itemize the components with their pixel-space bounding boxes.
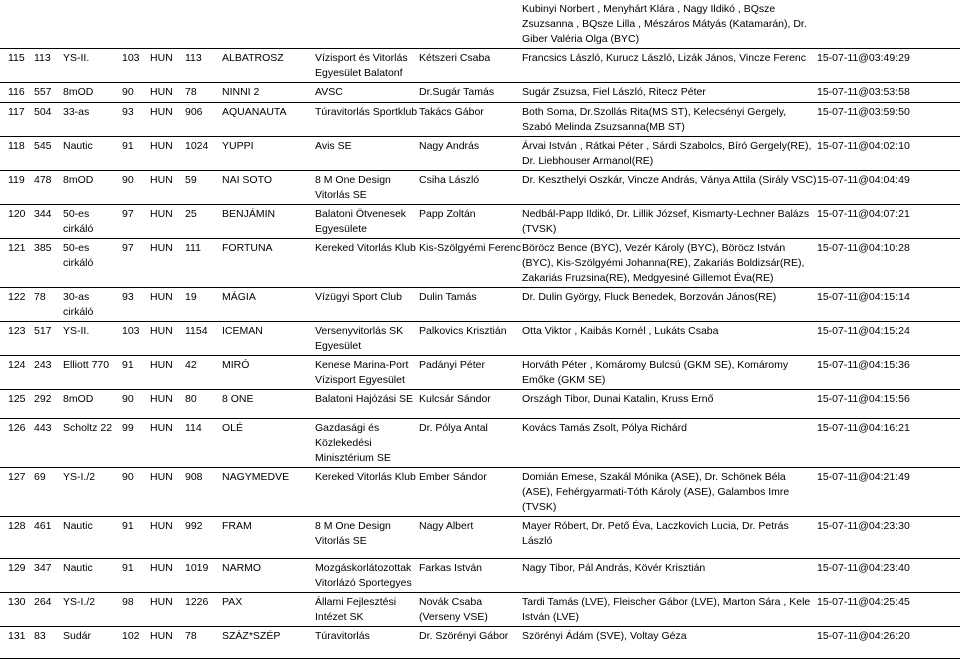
nation-cell: HUN: [150, 205, 185, 239]
sail-number-cell: 19: [185, 288, 222, 322]
crew-cell: Otta Viktor , Kaibás Kornél , Lukáts Csaba: [522, 322, 817, 356]
finish-time-cell: 15-07-11@04:15:24: [817, 322, 960, 356]
crew-cell: Dr. Dulin György, Fluck Benedek, Borzován János(RE): [522, 288, 817, 322]
start-number-cell: 517: [34, 322, 63, 356]
finish-time-cell: 15-07-11@04:04:49: [817, 171, 960, 205]
club-cell: Balatoni Ötvenesek Egyesülete: [315, 205, 419, 239]
place-cell: 127: [0, 468, 34, 517]
nation-cell: HUN: [150, 288, 185, 322]
nation-cell: HUN: [150, 356, 185, 390]
skipper-cell: Papp Zoltán: [419, 205, 522, 239]
club-cell: Gazdasági és Közlekedési Minisztérium SE: [315, 419, 419, 468]
class-cell: 50-es cirkáló: [63, 239, 122, 288]
sail-number-cell: 78: [185, 627, 222, 659]
crew-cell: Országh Tibor, Dunai Katalin, Kruss Ernő: [522, 390, 817, 419]
table-row: [0, 468, 960, 517]
sail-number-cell: 906: [185, 103, 222, 137]
skipper-cell: Dulin Tamás: [419, 288, 522, 322]
sail-number-cell: 1226: [185, 593, 222, 627]
class-cell: YS-II.: [63, 322, 122, 356]
boat-name-cell: PAX: [222, 593, 315, 627]
start-number-cell: 344: [34, 205, 63, 239]
boat-name-cell: 8 ONE: [222, 390, 315, 419]
place-cell: 115: [0, 49, 34, 83]
finish-time-cell: 15-07-11@03:59:50: [817, 103, 960, 137]
place-cell: 119: [0, 171, 34, 205]
crew-cell: Dr. Keszthelyi Oszkár, Vincze András, Ványa Attila (Sirály VSC): [522, 171, 817, 205]
yardstick-cell: 90: [122, 83, 150, 103]
finish-time-cell: 15-07-11@04:02:10: [817, 137, 960, 171]
nation-cell: HUN: [150, 390, 185, 419]
club-cell: Balatoni Hajózási SE: [315, 390, 419, 419]
start-number-cell: 292: [34, 390, 63, 419]
boat-name-cell: ICEMAN: [222, 322, 315, 356]
finish-time-cell: 15-07-11@04:10:28: [817, 239, 960, 288]
club-cell: Kenese Marina-Port Vízisport Egyesület: [315, 356, 419, 390]
table-row: [0, 517, 960, 559]
skipper-cell: Kis-Szölgyémi Ferenc: [419, 239, 522, 288]
place-cell: 126: [0, 419, 34, 468]
club-cell: Mozgáskorlátozottak Vitorlázó Sportegyes: [315, 559, 419, 593]
club-cell: 8 M One Design Vitorlás SE: [315, 171, 419, 205]
start-number-cell: 545: [34, 137, 63, 171]
start-number-cell: 504: [34, 103, 63, 137]
nation-cell: HUN: [150, 171, 185, 205]
class-cell: Nautic: [63, 517, 122, 559]
sail-number-cell: 114: [185, 419, 222, 468]
place-cell: 125: [0, 390, 34, 419]
yardstick-cell: 93: [122, 103, 150, 137]
class-cell: YS-I./2: [63, 468, 122, 517]
finish-time-cell: 15-07-11@04:23:40: [817, 559, 960, 593]
club-cell: Túravitorlás: [315, 627, 419, 659]
nation-cell: HUN: [150, 559, 185, 593]
place-cell: 124: [0, 356, 34, 390]
nation-cell: HUN: [150, 49, 185, 83]
finish-time-cell: 15-07-11@04:15:14: [817, 288, 960, 322]
crew-cell: Nagy Tibor, Pál András, Kövér Krisztián: [522, 559, 817, 593]
boat-name-cell: NINNI 2: [222, 83, 315, 103]
finish-time-cell: 15-07-11@04:15:56: [817, 390, 960, 419]
class-cell: Nautic: [63, 559, 122, 593]
club-cell: Túravitorlás Sportklub: [315, 103, 419, 137]
club-cell: Vízisport és Vitorlás Egyesület Balatonf: [315, 49, 419, 83]
crew-cell: Mayer Róbert, Dr. Pető Éva, Laczkovich Lucia, Dr. Petrás László: [522, 517, 817, 559]
nation-cell: HUN: [150, 103, 185, 137]
boat-name-cell: YUPPI: [222, 137, 315, 171]
sail-number-cell: 1024: [185, 137, 222, 171]
boat-name-cell: MÁGIA: [222, 288, 315, 322]
crew-cell: Szörényi Ádám (SVE), Voltay Géza: [522, 627, 817, 659]
skipper-cell: Takács Gábor: [419, 103, 522, 137]
place-cell: 118: [0, 137, 34, 171]
yardstick-cell: 91: [122, 517, 150, 559]
table-row: [0, 0, 960, 49]
table-row: [0, 288, 960, 322]
boat-name-cell: ALBATROSZ: [222, 49, 315, 83]
class-cell: 30-as cirkáló: [63, 288, 122, 322]
finish-time-cell: 15-07-11@04:07:21: [817, 205, 960, 239]
class-cell: 50-es cirkáló: [63, 205, 122, 239]
nation-cell: HUN: [150, 137, 185, 171]
finish-time-cell: 15-07-11@04:16:21: [817, 419, 960, 468]
nation-cell: HUN: [150, 83, 185, 103]
boat-name-cell: AQUANAUTA: [222, 103, 315, 137]
table-row: [0, 419, 960, 468]
yardstick-cell: 97: [122, 239, 150, 288]
crew-cell: Böröcz Bence (BYC), Vezér Károly (BYC), Böröcz István (BYC), Kis-Szölgyémi Johanna(RE), Zakariás Boldizsár(RE), Zakariás Fruzsina(RE), Medgyesiné Gillemot Éva(RE): [522, 239, 817, 288]
skipper-cell: Nagy Albert: [419, 517, 522, 559]
sail-number-cell: 908: [185, 468, 222, 517]
sail-number-cell: 1154: [185, 322, 222, 356]
class-cell: 8mOD: [63, 83, 122, 103]
club-cell: Kereked Vitorlás Klub: [315, 468, 419, 517]
boat-name-cell: NAI SOTO: [222, 171, 315, 205]
sail-number-cell: 59: [185, 171, 222, 205]
yardstick-cell: 99: [122, 419, 150, 468]
place-cell: 129: [0, 559, 34, 593]
skipper-cell: Kulcsár Sándor: [419, 390, 522, 419]
place-cell: 122: [0, 288, 34, 322]
yardstick-cell: 97: [122, 205, 150, 239]
boat-name-cell: MIRÓ: [222, 356, 315, 390]
sail-number-cell: [185, 0, 222, 49]
class-cell: Sudár: [63, 627, 122, 659]
table-row: [0, 593, 960, 627]
boat-name-cell: NAGYMEDVE: [222, 468, 315, 517]
place-cell: 121: [0, 239, 34, 288]
class-cell: Elliott 770: [63, 356, 122, 390]
start-number-cell: 78: [34, 288, 63, 322]
sail-number-cell: 25: [185, 205, 222, 239]
place-cell: 116: [0, 83, 34, 103]
skipper-cell: Ember Sándor: [419, 468, 522, 517]
start-number-cell: 385: [34, 239, 63, 288]
club-cell: Versenyvitorlás SK Egyesület: [315, 322, 419, 356]
table-row: [0, 171, 960, 205]
finish-time-cell: 15-07-11@04:21:49: [817, 468, 960, 517]
club-cell: Kereked Vitorlás Klub: [315, 239, 419, 288]
start-number-cell: 347: [34, 559, 63, 593]
start-number-cell: 264: [34, 593, 63, 627]
class-cell: 8mOD: [63, 171, 122, 205]
club-cell: 8 M One Design Vitorlás SE: [315, 517, 419, 559]
table-row: [0, 627, 960, 659]
crew-cell: Nedbál-Papp Ildikó, Dr. Lillik József, Kismarty-Lechner Balázs (TVSK): [522, 205, 817, 239]
table-row: [0, 322, 960, 356]
start-number-cell: 557: [34, 83, 63, 103]
boat-name-cell: FORTUNA: [222, 239, 315, 288]
class-cell: Scholtz 22: [63, 419, 122, 468]
place-cell: 117: [0, 103, 34, 137]
table-row: [0, 205, 960, 239]
sail-number-cell: 1019: [185, 559, 222, 593]
class-cell: [63, 0, 122, 49]
class-cell: YS-II.: [63, 49, 122, 83]
crew-cell: Both Soma, Dr.Szollás Rita(MS ST), Kelecsényi Gergely, Szabó Melinda Zsuzsanna(MB ST): [522, 103, 817, 137]
club-cell: Vízügyi Sport Club: [315, 288, 419, 322]
table-row: [0, 83, 960, 103]
yardstick-cell: [122, 0, 150, 49]
boat-name-cell: BENJÁMIN: [222, 205, 315, 239]
crew-cell: Sugár Zsuzsa, Fiel László, Ritecz Péter: [522, 83, 817, 103]
start-number-cell: [34, 0, 63, 49]
skipper-cell: Dr.Sugár Tamás: [419, 83, 522, 103]
club-cell: Avis SE: [315, 137, 419, 171]
finish-time-cell: 15-07-11@04:15:36: [817, 356, 960, 390]
start-number-cell: 478: [34, 171, 63, 205]
crew-cell: Kovács Tamás Zsolt, Pólya Richárd: [522, 419, 817, 468]
nation-cell: HUN: [150, 517, 185, 559]
crew-cell: Árvai István , Rátkai Péter , Sárdi Szabolcs, Bíró Gergely(RE), Dr. Liebhouser Armanol(RE): [522, 137, 817, 171]
nation-cell: HUN: [150, 593, 185, 627]
place-cell: [0, 0, 34, 49]
skipper-cell: Padányi Péter: [419, 356, 522, 390]
finish-time-cell: 15-07-11@04:23:30: [817, 517, 960, 559]
sail-number-cell: 78: [185, 83, 222, 103]
skipper-cell: Nagy András: [419, 137, 522, 171]
start-number-cell: 443: [34, 419, 63, 468]
club-cell: AVSC: [315, 83, 419, 103]
start-number-cell: 69: [34, 468, 63, 517]
club-cell: Állami Fejlesztési Intézet SK: [315, 593, 419, 627]
place-cell: 120: [0, 205, 34, 239]
nation-cell: [150, 0, 185, 49]
yardstick-cell: 98: [122, 593, 150, 627]
nation-cell: HUN: [150, 322, 185, 356]
club-cell: [315, 0, 419, 49]
place-cell: 130: [0, 593, 34, 627]
table-row: [0, 239, 960, 288]
class-cell: Nautic: [63, 137, 122, 171]
boat-name-cell: FRAM: [222, 517, 315, 559]
table-row: [0, 49, 960, 83]
skipper-cell: Novák Csaba (Verseny VSE): [419, 593, 522, 627]
class-cell: 8mOD: [63, 390, 122, 419]
skipper-cell: Kétszeri Csaba: [419, 49, 522, 83]
boat-name-cell: SZÁZ*SZÉP: [222, 627, 315, 659]
crew-cell: Horváth Péter , Komáromy Bulcsú (GKM SE), Komáromy Emőke (GKM SE): [522, 356, 817, 390]
yardstick-cell: 90: [122, 390, 150, 419]
skipper-cell: Dr. Pólya Antal: [419, 419, 522, 468]
table-row: [0, 559, 960, 593]
start-number-cell: 243: [34, 356, 63, 390]
finish-time-cell: 15-07-11@03:53:58: [817, 83, 960, 103]
skipper-cell: Csiha László: [419, 171, 522, 205]
place-cell: 128: [0, 517, 34, 559]
finish-time-cell: 15-07-11@03:49:29: [817, 49, 960, 83]
class-cell: 33-as: [63, 103, 122, 137]
yardstick-cell: 90: [122, 171, 150, 205]
start-number-cell: 113: [34, 49, 63, 83]
crew-cell: Domián Emese, Szakál Mónika (ASE), Dr. Schönek Béla (ASE), Fehérgyarmati-Tóth Károly (ASE), Galambos Imre (TVSK): [522, 468, 817, 517]
skipper-cell: Dr. Szörényi Gábor: [419, 627, 522, 659]
skipper-cell: Palkovics Krisztián: [419, 322, 522, 356]
yardstick-cell: 93: [122, 288, 150, 322]
boat-name-cell: OLÉ: [222, 419, 315, 468]
nation-cell: HUN: [150, 419, 185, 468]
nation-cell: HUN: [150, 468, 185, 517]
nation-cell: HUN: [150, 627, 185, 659]
sail-number-cell: 80: [185, 390, 222, 419]
finish-time-cell: [817, 0, 960, 49]
yardstick-cell: 103: [122, 49, 150, 83]
skipper-cell: [419, 0, 522, 49]
finish-time-cell: 15-07-11@04:25:45: [817, 593, 960, 627]
skipper-cell: Farkas István: [419, 559, 522, 593]
start-number-cell: 83: [34, 627, 63, 659]
place-cell: 123: [0, 322, 34, 356]
sail-number-cell: 113: [185, 49, 222, 83]
class-cell: YS-I./2: [63, 593, 122, 627]
boat-name-cell: [222, 0, 315, 49]
yardstick-cell: 91: [122, 137, 150, 171]
finish-time-cell: 15-07-11@04:26:20: [817, 627, 960, 659]
yardstick-cell: 91: [122, 356, 150, 390]
crew-cell: Francsics László, Kurucz László, Lizák János, Vincze Ferenc: [522, 49, 817, 83]
sail-number-cell: 111: [185, 239, 222, 288]
place-cell: 131: [0, 627, 34, 659]
yardstick-cell: 102: [122, 627, 150, 659]
table-row: [0, 103, 960, 137]
table-row: [0, 390, 960, 419]
nation-cell: HUN: [150, 239, 185, 288]
yardstick-cell: 91: [122, 559, 150, 593]
crew-cell: Tardi Tamás (LVE), Fleischer Gábor (LVE), Marton Sára , Kele István (LVE): [522, 593, 817, 627]
boat-name-cell: NARMO: [222, 559, 315, 593]
crew-cell: Kubinyi Norbert , Menyhárt Klára , Nagy Ildikó , BQsze Zsuzsanna , BQsze Lilla , Mészáros Mátyás (Katamarán), Dr. Giber Valéria Olga (BYC): [522, 3, 807, 45]
table-row: [0, 137, 960, 171]
sail-number-cell: 42: [185, 356, 222, 390]
start-number-cell: 461: [34, 517, 63, 559]
yardstick-cell: 90: [122, 468, 150, 517]
sail-number-cell: 992: [185, 517, 222, 559]
table-row: [0, 356, 960, 390]
yardstick-cell: 103: [122, 322, 150, 356]
